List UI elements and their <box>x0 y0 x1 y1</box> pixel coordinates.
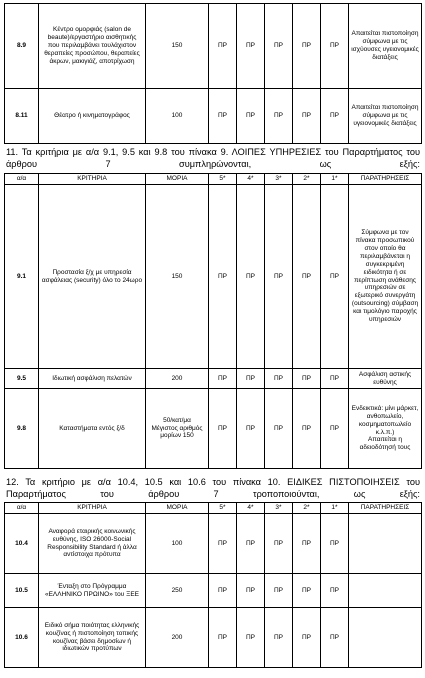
star-cell: ΠΡ <box>237 608 265 668</box>
star-cell: ΠΡ <box>209 574 237 608</box>
notes-cell: Απαιτείται πιστοποίηση σύμφωνα με τις ισχύουσες υγειονομικές διατάξεις <box>349 4 422 89</box>
table-header-row <box>5 174 422 185</box>
star-cell: ΠΡ <box>321 89 349 144</box>
row-id: 10.4 <box>5 514 39 574</box>
header-3-star: 3* <box>265 503 293 514</box>
header-notes: ΠΑΡΑΤΗΡΗΣΕΙΣ <box>349 503 422 514</box>
criterion-cell: Αναφορά εταιρικής κοινωνικής ευθύνης, ISO 26000-Social Responsibility Standard ή άλλα αντίστοιχα πρότυπα <box>39 514 146 574</box>
star-cell: ΠΡ <box>265 89 293 144</box>
row-id: 10.5 <box>5 574 39 608</box>
header-2-star: 2* <box>293 503 321 514</box>
star-cell: ΠΡ <box>265 608 293 668</box>
star-cell: ΠΡ <box>237 369 265 389</box>
star-cell: ΠΡ <box>237 89 265 144</box>
table-row <box>5 4 422 89</box>
notes-cell: Απαιτείται πιστοποίηση σύμφωνα με τις υγειονομικές διατάξεις <box>349 89 422 144</box>
table-row <box>5 369 422 389</box>
star-cell: ΠΡ <box>265 369 293 389</box>
header-5-star: 5* <box>209 503 237 514</box>
star-cell: ΠΡ <box>265 574 293 608</box>
header-points: ΜΟΡΙΑ <box>146 503 209 514</box>
star-cell: ΠΡ <box>265 4 293 89</box>
criterion-cell: Προστασία ξ/χ με υπηρεσία ασφάλειας (security) όλο το 24ωρο <box>39 185 146 369</box>
header-4-star: 4* <box>237 503 265 514</box>
table-row <box>5 185 422 369</box>
header-aa: α/α <box>5 503 39 514</box>
points-cell: 200 <box>146 608 209 668</box>
header-5-star: 5* <box>209 174 237 185</box>
star-cell: ΠΡ <box>209 89 237 144</box>
star-cell: ΠΡ <box>237 574 265 608</box>
row-id: 8.9 <box>5 4 39 89</box>
notes-cell <box>349 514 422 574</box>
criterion-cell: Ιδιωτική ασφάλιση πελατών <box>39 369 146 389</box>
star-cell: ΠΡ <box>293 514 321 574</box>
star-cell: ΠΡ <box>293 389 321 469</box>
criterion-cell: Κέντρο ομορφιάς (salon de beaute)/εργαστήριο αισθητικής που περιλαμβάνει τουλάχιστον θεραπείες προσώπου, θεραπείες άκρων, μακιγιάζ, αποτρίχωση <box>39 4 146 89</box>
points-cell: 250 <box>146 574 209 608</box>
star-cell: ΠΡ <box>293 185 321 369</box>
star-cell: ΠΡ <box>293 89 321 144</box>
star-cell: ΠΡ <box>321 185 349 369</box>
criterion-cell: Ειδικό σήμα ποιότητας ελληνικής κουζίνας ή πιστοποίηση τοπικής κουζίνας βάσει δημοσίων ή ιδιωτικών προτύπων <box>39 608 146 668</box>
row-id: 8.11 <box>5 89 39 144</box>
criterion-cell: Καταστήματα εντός ξ/δ <box>39 389 146 469</box>
notes-cell: Σύμφωνα με τον πίνακα προσωπικού στον οποίο θα περιλαμβάνεται η συγκεκριμένη ειδικότητα ή σε περίπτωση ανάθεσης υπηρεσιών σε εξωτερικό συνεργάτη (outsourcing) σύμβαση και τιμολόγιο παροχής υπηρεσιών <box>349 185 422 369</box>
star-cell: ΠΡ <box>321 514 349 574</box>
star-cell: ΠΡ <box>209 4 237 89</box>
row-id: 10.6 <box>5 608 39 668</box>
star-cell: ΠΡ <box>321 4 349 89</box>
row-id: 9.8 <box>5 389 39 469</box>
header-1-star: 1* <box>321 174 349 185</box>
points-cell: 150 <box>146 185 209 369</box>
points-cell: 100 <box>146 514 209 574</box>
paragraph-11: 11. Τα κριτήρια με α/α 9.1, 9.5 και 9.8 του πίνακα 9. ΛΟΙΠΕΣ ΥΠΗΡΕΣΙΕΣ του Παραρτήματος του άρθρου 7 συμπληρώνονται, ως εξής: <box>6 147 420 169</box>
star-cell: ΠΡ <box>321 608 349 668</box>
star-cell: ΠΡ <box>237 389 265 469</box>
star-cell: ΠΡ <box>293 608 321 668</box>
points-cell: 50/κατ/μα Μέγιστος αριθμός μορίων 150 <box>146 389 209 469</box>
table-row <box>5 389 422 469</box>
star-cell: ΠΡ <box>293 4 321 89</box>
star-cell: ΠΡ <box>209 369 237 389</box>
points-cell: 200 <box>146 369 209 389</box>
notes-cell: Ενδεικτικά: μίνι μάρκετ, ανθοπωλείο, κοσμηματοπωλείο κ.λ.π.) Απαιτείται η αδειοδότησή τους <box>349 389 422 469</box>
star-cell: ΠΡ <box>209 608 237 668</box>
header-3-star: 3* <box>265 174 293 185</box>
header-2-star: 2* <box>293 174 321 185</box>
paragraph-12: 12. Τα κριτήριο με α/α 10.4, 10.5 και 10.6 του πίνακα 10. ΕΙΔΙΚΕΣ ΠΙΣΤΟΠΟΙΗΣΕΙΣ του Παραρτήματος του άρθρου 7 τροποποιούνται, ως εξής: <box>6 477 420 499</box>
star-cell: ΠΡ <box>209 514 237 574</box>
notes-cell <box>349 574 422 608</box>
star-cell: ΠΡ <box>209 389 237 469</box>
notes-cell <box>349 608 422 668</box>
star-cell: ΠΡ <box>293 369 321 389</box>
header-points: ΜΟΡΙΑ <box>146 174 209 185</box>
header-notes: ΠΑΡΑΤΗΡΗΣΕΙΣ <box>349 174 422 185</box>
star-cell: ΠΡ <box>209 185 237 369</box>
table-10-certifications <box>4 502 422 668</box>
table-row <box>5 89 422 144</box>
header-aa: α/α <box>5 174 39 185</box>
criterion-cell: Θέατρο ή κινηματογράφος <box>39 89 146 144</box>
star-cell: ΠΡ <box>321 369 349 389</box>
table-9-services <box>4 173 422 469</box>
table-row <box>5 514 422 574</box>
criterion-cell: Ένταξη στο Πρόγραμμα «ΕΛΛΗΝΙΚΟ ΠΡΩΙΝΟ» του ΞΕΕ <box>39 574 146 608</box>
star-cell: ΠΡ <box>265 185 293 369</box>
header-criteria: ΚΡΙΤΗΡΙΑ <box>39 503 146 514</box>
table-8-continued <box>4 3 422 144</box>
star-cell: ΠΡ <box>237 514 265 574</box>
star-cell: ΠΡ <box>237 4 265 89</box>
row-id: 9.5 <box>5 369 39 389</box>
header-criteria: ΚΡΙΤΗΡΙΑ <box>39 174 146 185</box>
star-cell: ΠΡ <box>265 389 293 469</box>
star-cell: ΠΡ <box>293 574 321 608</box>
star-cell: ΠΡ <box>237 185 265 369</box>
row-id: 9.1 <box>5 185 39 369</box>
star-cell: ΠΡ <box>265 514 293 574</box>
notes-cell: Ασφάλιση αστικής ευθύνης <box>349 369 422 389</box>
header-1-star: 1* <box>321 503 349 514</box>
star-cell: ΠΡ <box>321 574 349 608</box>
points-cell: 100 <box>146 89 209 144</box>
table-row <box>5 608 422 668</box>
header-4-star: 4* <box>237 174 265 185</box>
star-cell: ΠΡ <box>321 389 349 469</box>
table-row <box>5 574 422 608</box>
points-cell: 150 <box>146 4 209 89</box>
table-header-row <box>5 503 422 514</box>
